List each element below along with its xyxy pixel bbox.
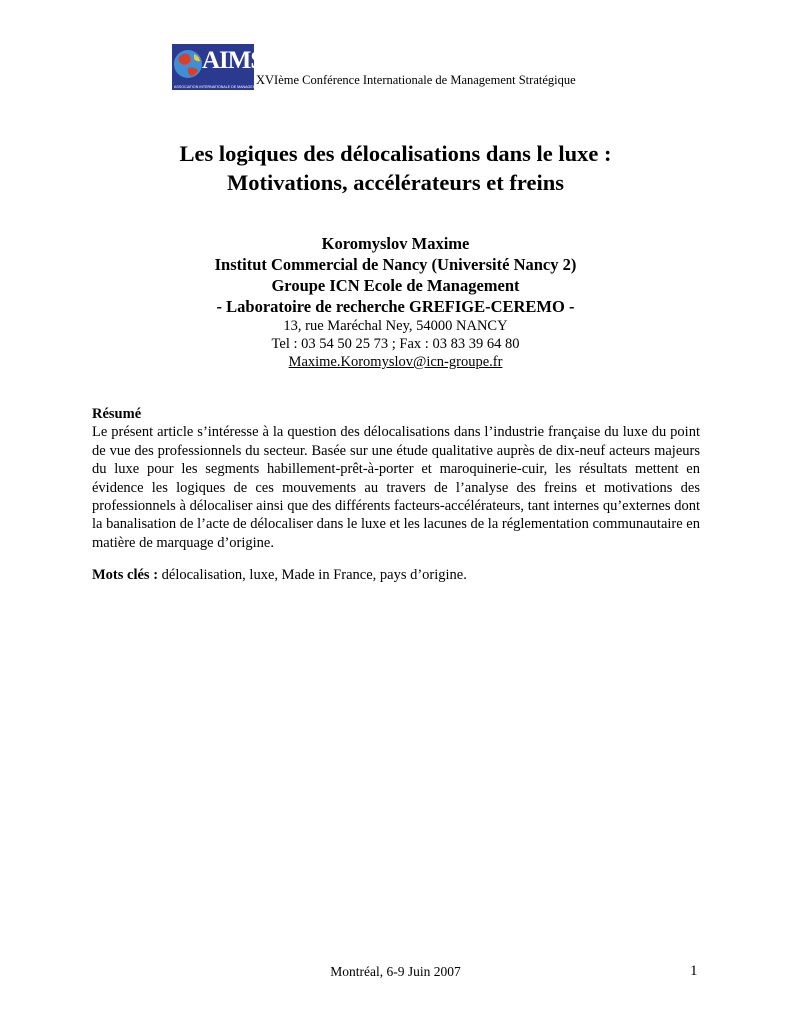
author-email-link[interactable]: Maxime.Koromyslov@icn-groupe.fr bbox=[288, 354, 503, 370]
keywords-section bbox=[92, 566, 700, 584]
footer-location-date: Montréal, 6-9 Juin 2007 bbox=[330, 964, 461, 979]
author-school: Groupe ICN Ecole de Management bbox=[271, 276, 520, 295]
conference-name: XVIème Conférence Internationale de Management Stratégique bbox=[256, 73, 576, 87]
paper-title bbox=[0, 139, 791, 197]
abstract-text: Le présent article s’intéresse à la question des délocalisations dans l’industrie française du luxe du point de vue des professionnels du secteur. Basée sur une étude qualitative auprès de dix-neuf acteurs majeurs du luxe pour les segments habillement-prêt-à-porter et maroquinerie-cuir, les résultats mettent en évidence les logiques de ces mouvements au travers de l’analyse des freins et motivations des professionnels à délocaliser ainsi que des différents facteurs-accélérateurs, tant internes qu’externes dont la banalisation de l’acte de délocaliser dans le luxe et les lacunes de la réglementation communautaire en matière de marquage d’origine. bbox=[92, 424, 700, 551]
aims-logo bbox=[172, 44, 290, 90]
page-header bbox=[172, 44, 632, 90]
author-block bbox=[0, 233, 791, 371]
author-address: 13, rue Maréchal Ney, 54000 NANCY bbox=[283, 318, 508, 334]
logo-subtext: ASSOCIATION INTERNATIONALE DE MANAGEMENT STRATEGIQUE bbox=[174, 84, 290, 89]
author-name: Koromyslov Maxime bbox=[321, 234, 470, 253]
author-institution: Institut Commercial de Nancy (Université Nancy 2) bbox=[214, 255, 577, 274]
abstract-heading: Résumé bbox=[92, 406, 142, 422]
logo-text: AIMS bbox=[202, 47, 264, 74]
author-lab: - Laboratoire de recherche GREFIGE-CEREMO - bbox=[216, 297, 575, 316]
page-number: 1 bbox=[690, 963, 698, 979]
title-line-1: Les logiques des délocalisations dans le luxe : bbox=[179, 141, 612, 166]
title-line-2: Motivations, accélérateurs et freins bbox=[227, 170, 564, 195]
keywords-text: délocalisation, luxe, Made in France, pays d’origine. bbox=[158, 567, 467, 583]
keywords-label: Mots clés : bbox=[92, 567, 159, 583]
author-phone: Tel : 03 54 50 25 73 ; Fax : 03 83 39 64 80 bbox=[271, 336, 520, 352]
abstract-section bbox=[92, 405, 700, 552]
